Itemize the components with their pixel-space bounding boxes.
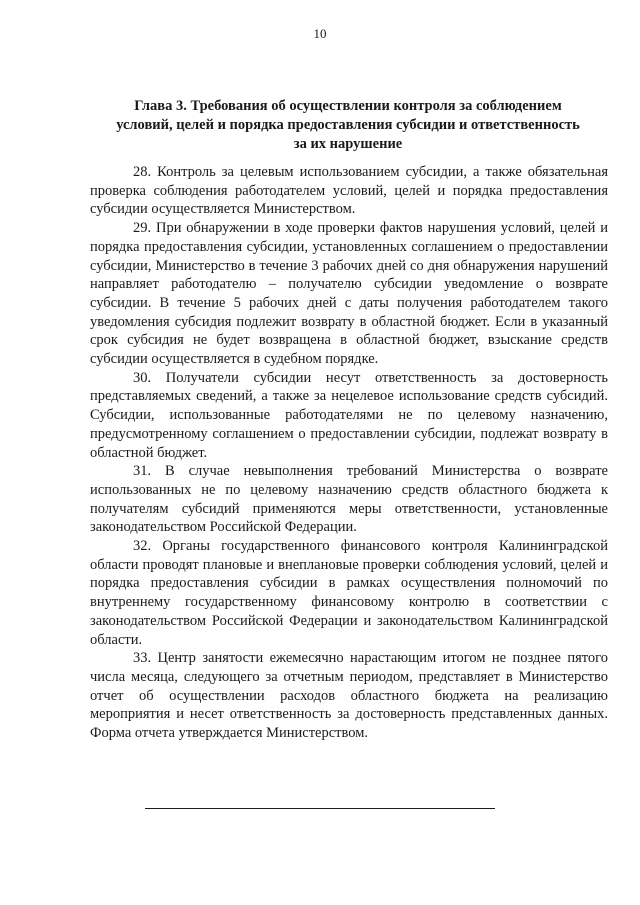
paragraph-31: 31. В случае невыполнения требований Министерства о возврате использованных не по целевому назначению средств областного бюджета к получателям субсидий применяются меры ответственности, установленные законодательством Российской Федерации. <box>90 463 608 536</box>
paragraph-32: 32. Органы государственного финансового контроля Калининградской области проводят плановые и внеплановые проверки соблюдения условий, целей и порядка предоставления субсидии в рамках осуществления полномочий по внутреннему государственному финансовому контролю в соответствии с законодательством Российской Федерации и законодательством Калининградской области. <box>90 538 608 648</box>
chapter-heading-line-1: Глава 3. Требования об осуществлении контроля за соблюдением <box>134 98 562 114</box>
chapter-heading <box>90 97 606 154</box>
paragraph-33: 33. Центр занятости ежемесячно нарастающим итогом не позднее пятого числа месяца, следующего за отчетным периодом, представляет в Министерство отчет об осуществлении расходов областного бюджета на реализацию мероприятия и несет ответственность за достоверность представленных данных. Форма отчета утверждается Министерством. <box>90 650 608 742</box>
paragraph-30: 30. Получатели субсидии несут ответственность за достоверность представляемых сведений, а также за нецелевое использование средств субсидий. Субсидии, использованные работодателями не по целевому назначению, предусмотренному соглашением о предоставлении субсидии, подлежат возврату в областной бюджет. <box>90 369 608 461</box>
document-body <box>90 163 608 743</box>
chapter-heading-line-3: за их нарушение <box>293 136 403 152</box>
page-number: 10 <box>313 26 327 41</box>
chapter-heading-line-2: условий, целей и порядка предоставления субсидии и ответственность <box>116 117 580 133</box>
paragraph-28: 28. Контроль за целевым использованием субсидии, а также обязательная проверка соблюдения работодателем условий, целей и порядка предоставления субсидии осуществляется Министерством. <box>90 164 608 218</box>
paragraph-29: 29. При обнаружении в ходе проверки фактов нарушения условий, целей и порядка предоставления субсидии, установленных соглашением о предоставлении субсидии, Министерство в течение 3 рабочих дней со дня обнаружения нарушений направляет работодателю – получателю субсидии уведомление о возврате субсидии. В течение 5 рабочих дней с даты получения работодателем такого уведомления субсидия подлежит возврату в областной бюджет. Если в указанный срок субсидия не будет возвращена в областной бюджет, взыскание средств субсидии осуществляется в судебном порядке. <box>90 220 608 368</box>
closing-divider-line <box>145 808 495 809</box>
